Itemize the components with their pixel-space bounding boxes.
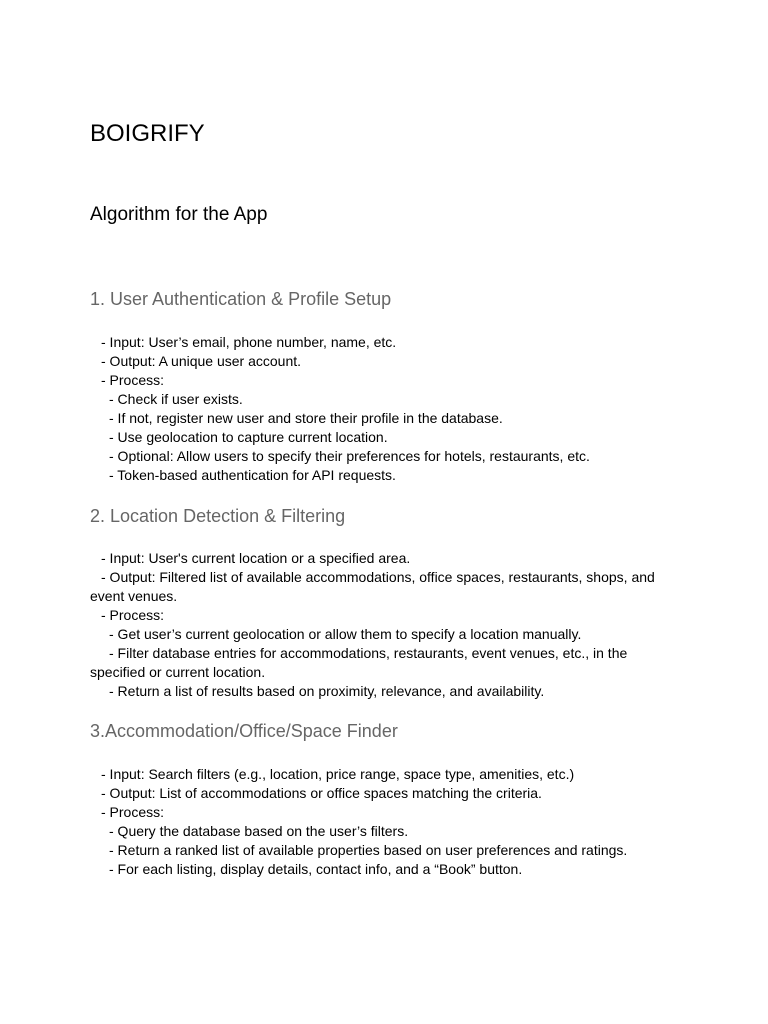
body-line: - For each listing, display details, contact info, and a “Book” button.: [109, 861, 523, 877]
body-line: - Output: Filtered list of available accommodations, office spaces, restaurants, shops, and: [101, 569, 655, 585]
body-line: - Process:: [101, 804, 165, 820]
body-line: - Input: User's current location or a specified area.: [101, 550, 411, 566]
document-title: BOIGRIFY: [90, 120, 205, 147]
body-line: - Process:: [101, 607, 165, 623]
body-line: - Input: Search filters (e.g., location, price range, space type, amenities, etc.): [101, 766, 575, 782]
section-2: [90, 505, 670, 699]
section-body: [90, 333, 670, 485]
section-heading: 2. Location Detection & Filtering: [90, 506, 346, 526]
section-1: [90, 288, 670, 483]
body-line: specified or current location.: [90, 664, 266, 680]
section-3: [90, 720, 670, 877]
section-heading: 1. User Authentication & Profile Setup: [90, 289, 392, 309]
body-line: - Return a list of results based on proximity, relevance, and availability.: [109, 683, 545, 699]
body-line: - If not, register new user and store their profile in the database.: [109, 410, 503, 426]
section-heading: 3.Accommodation/Office/Space Finder: [90, 721, 398, 741]
body-line: event venues.: [90, 588, 178, 604]
document-subtitle: Algorithm for the App: [90, 204, 268, 225]
body-line: - Output: List of accommodations or office spaces matching the criteria.: [101, 785, 542, 801]
body-line: - Get user’s current geolocation or allow them to specify a location manually.: [109, 626, 582, 642]
body-line: - Token-based authentication for API requests.: [109, 467, 396, 483]
body-line: - Process:: [101, 372, 165, 388]
body-line: - Optional: Allow users to specify their preferences for hotels, restaurants, etc.: [109, 448, 590, 464]
body-line: - Return a ranked list of available properties based on user preferences and ratings.: [109, 842, 628, 858]
section-body: [90, 765, 670, 879]
body-line: - Output: A unique user account.: [101, 353, 302, 369]
body-line: - Use geolocation to capture current location.: [109, 429, 388, 445]
body-line: - Query the database based on the user’s filters.: [109, 823, 409, 839]
section-body: [90, 549, 670, 701]
body-line: - Input: User’s email, phone number, name, etc.: [101, 334, 397, 350]
body-line: - Filter database entries for accommodations, restaurants, event venues, etc., in the: [109, 645, 628, 661]
body-line: - Check if user exists.: [109, 391, 243, 407]
